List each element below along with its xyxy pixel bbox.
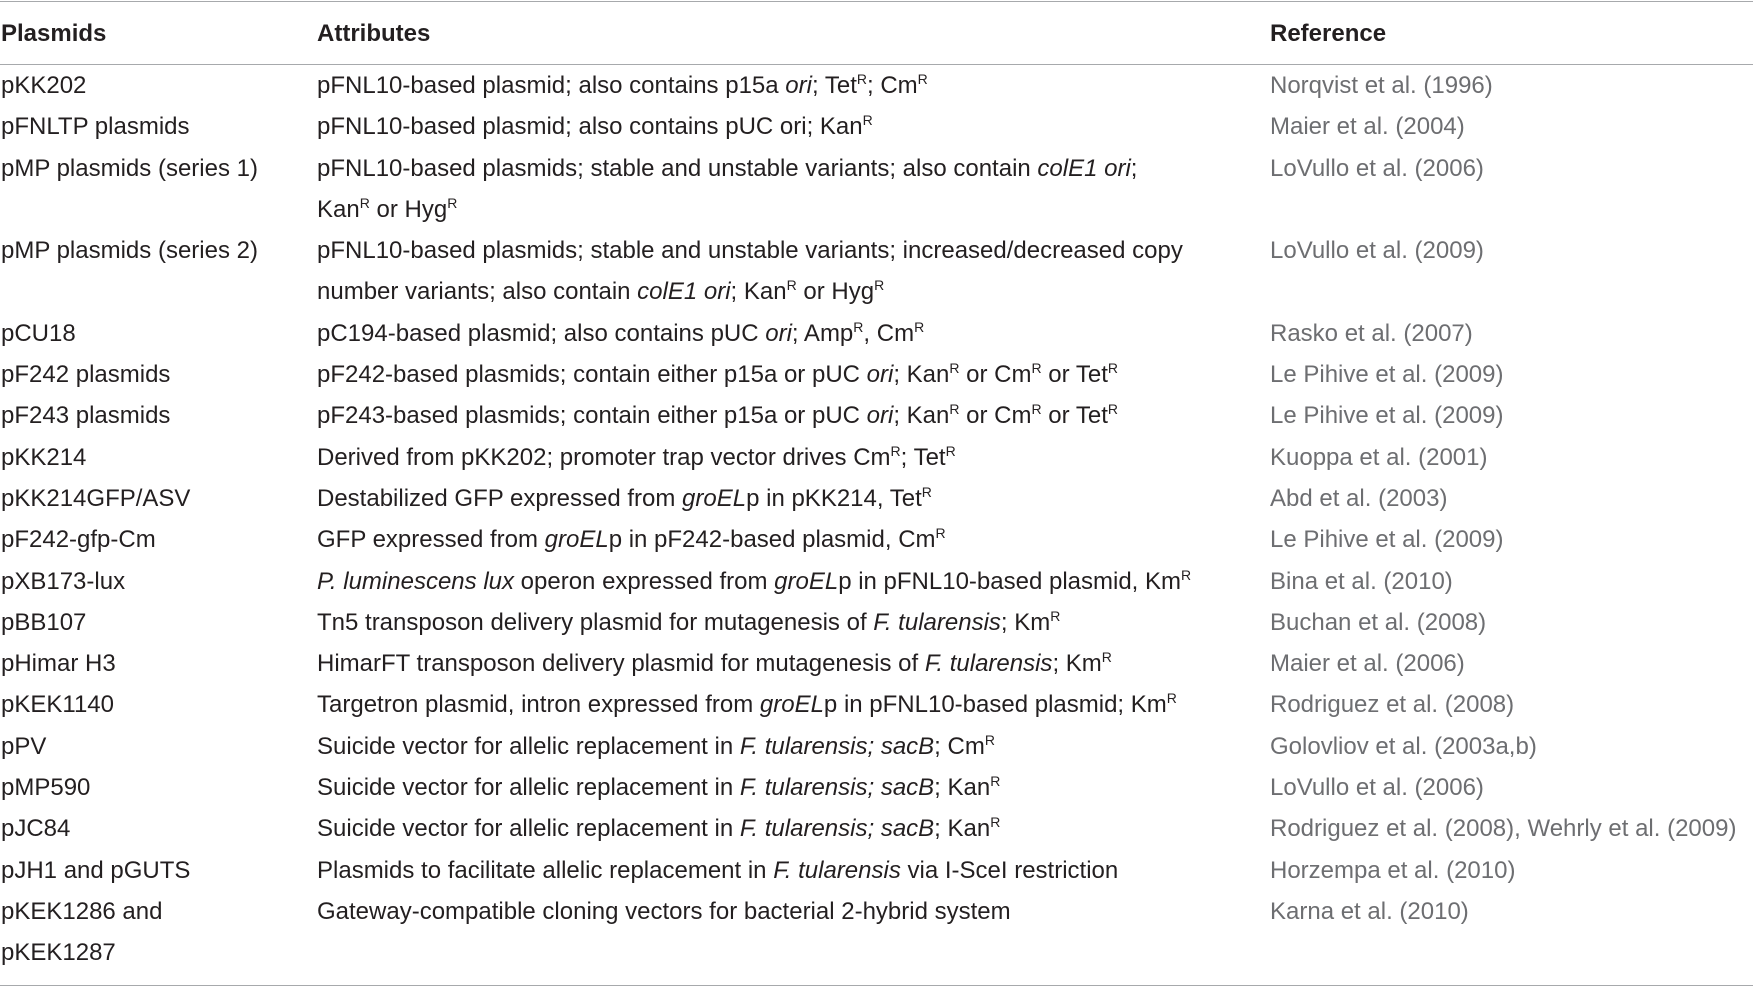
cell-line bbox=[317, 437, 1270, 478]
text-segment: p in pKK214, Tet bbox=[746, 484, 922, 512]
text-segment: Tn5 transposon delivery plasmid for mutagenesis of bbox=[317, 608, 874, 636]
reference-link[interactable]: LoVullo et al. (2009) bbox=[1270, 237, 1484, 265]
reference-cell bbox=[1270, 726, 1753, 767]
reference-link[interactable]: Maier et al. (2004) bbox=[1270, 113, 1465, 141]
cell-line bbox=[317, 65, 1270, 106]
table-row bbox=[0, 478, 1753, 519]
table-row bbox=[0, 354, 1753, 395]
plasmid-name: pMP plasmids (series 1) bbox=[1, 154, 258, 182]
cell-line bbox=[1270, 354, 1753, 395]
reference-link[interactable]: LoVullo et al. (2006) bbox=[1270, 154, 1484, 182]
cell-line bbox=[317, 684, 1270, 725]
reference-cell bbox=[1270, 561, 1753, 602]
cell-line bbox=[1, 684, 317, 725]
attributes-cell bbox=[317, 395, 1270, 436]
resistance-superscript: R bbox=[853, 318, 864, 335]
text-segment: Suicide vector for allelic replacement in bbox=[317, 732, 740, 760]
italic-segment: ori bbox=[866, 361, 894, 389]
reference-link[interactable]: LoVullo et al. (2006) bbox=[1270, 774, 1484, 802]
resistance-superscript: R bbox=[990, 773, 1001, 790]
table-row bbox=[0, 850, 1753, 891]
table-row bbox=[0, 891, 1753, 974]
cell-line bbox=[1, 395, 317, 436]
table-row bbox=[0, 395, 1753, 436]
cell-line bbox=[1, 602, 317, 643]
table-header-row bbox=[0, 2, 1753, 64]
reference-cell bbox=[1270, 767, 1753, 808]
plasmid-name: pHimar H3 bbox=[1, 650, 116, 678]
italic-segment: groEL bbox=[759, 691, 824, 719]
italic-segment: groEL bbox=[544, 526, 609, 554]
text-segment: Gateway-compatible cloning vectors for bacterial 2-hybrid system bbox=[317, 897, 1011, 925]
text-segment: Derived from pKK202; promoter trap vector drives Cm bbox=[317, 443, 891, 471]
plasmid-name: pKEK1287 bbox=[1, 939, 116, 967]
cell-line bbox=[1, 561, 317, 602]
italic-segment: F. tularensis bbox=[873, 608, 1001, 636]
italic-segment: groEL bbox=[774, 567, 839, 595]
reference-cell bbox=[1270, 354, 1753, 395]
resistance-superscript: R bbox=[1181, 566, 1192, 583]
cell-line bbox=[1270, 148, 1753, 189]
plasmid-cell bbox=[0, 891, 317, 974]
reference-cell bbox=[1270, 313, 1753, 354]
text-segment: or Cm bbox=[959, 402, 1032, 430]
header-reference: Reference bbox=[1270, 20, 1387, 47]
reference-link[interactable]: Kuoppa et al. (2001) bbox=[1270, 443, 1488, 471]
cell-line bbox=[1270, 726, 1753, 767]
plasmid-cell bbox=[0, 643, 317, 684]
resistance-superscript: R bbox=[447, 194, 458, 211]
text-segment: pFNL10-based plasmids; stable and unstable variants; increased/decreased copy bbox=[317, 237, 1183, 265]
table-row bbox=[0, 437, 1753, 478]
table-row bbox=[0, 808, 1753, 849]
attributes-cell bbox=[317, 478, 1270, 519]
attributes-cell bbox=[317, 148, 1270, 231]
plasmid-name: pPV bbox=[1, 732, 47, 760]
resistance-superscript: R bbox=[917, 71, 928, 87]
text-segment: Suicide vector for allelic replacement in bbox=[317, 774, 740, 802]
reference-link[interactable]: Maier et al. (2006) bbox=[1270, 650, 1465, 678]
attributes-cell bbox=[317, 602, 1270, 643]
cell-line bbox=[1270, 230, 1753, 271]
attributes-cell bbox=[317, 354, 1270, 395]
cell-line bbox=[1, 932, 317, 973]
plasmid-cell bbox=[0, 148, 317, 231]
italic-segment: P. luminescens lux bbox=[317, 567, 514, 595]
plasmid-name: pKK202 bbox=[1, 72, 87, 99]
resistance-superscript: R bbox=[914, 318, 925, 335]
cell-line bbox=[1, 767, 317, 808]
text-segment: ; Tet bbox=[900, 443, 946, 471]
plasmid-name: pF243 plasmids bbox=[1, 402, 171, 430]
text-segment: ; Kan bbox=[893, 402, 950, 430]
cell-line bbox=[1270, 561, 1753, 602]
text-segment: , Cm bbox=[863, 319, 915, 347]
text-segment: HimarFT transposon delivery plasmid for mutagenesis of bbox=[317, 650, 925, 678]
cell-line bbox=[317, 230, 1270, 271]
table-row bbox=[0, 106, 1753, 147]
text-segment: or Hyg bbox=[796, 278, 875, 306]
cell-line bbox=[1, 726, 317, 767]
text-segment: operon expressed from bbox=[514, 567, 775, 595]
plasmid-name: pBB107 bbox=[1, 608, 87, 636]
text-segment: or Tet bbox=[1041, 402, 1108, 430]
text-segment: via I-SceI restriction bbox=[900, 856, 1119, 884]
italic-segment: ori bbox=[765, 319, 792, 347]
resistance-superscript: R bbox=[1031, 360, 1042, 377]
plasmid-name: pF242-gfp-Cm bbox=[1, 526, 156, 554]
plasmid-name: pF242 plasmids bbox=[1, 361, 171, 389]
text-segment: p in pFNL10-based plasmid; Km bbox=[823, 691, 1167, 719]
resistance-superscript: R bbox=[1031, 401, 1042, 418]
text-segment: ; Kan bbox=[934, 815, 991, 843]
attributes-cell bbox=[317, 437, 1270, 478]
cell-line bbox=[1270, 684, 1753, 725]
cell-line bbox=[317, 808, 1270, 849]
resistance-superscript: R bbox=[856, 71, 867, 87]
plasmid-cell bbox=[0, 437, 317, 478]
plasmid-name: pKEK1286 and bbox=[1, 897, 163, 925]
italic-segment: F. tularensis; sacB bbox=[739, 815, 935, 843]
plasmid-cell bbox=[0, 561, 317, 602]
cell-line bbox=[317, 850, 1270, 891]
table-row bbox=[0, 230, 1753, 313]
attributes-cell bbox=[317, 561, 1270, 602]
text-segment: GFP expressed from bbox=[317, 526, 545, 554]
cell-line bbox=[1, 230, 317, 271]
reference-cell bbox=[1270, 478, 1753, 519]
reference-link[interactable]: Karna et al. (2010) bbox=[1270, 897, 1469, 925]
cell-line bbox=[317, 891, 1270, 932]
cell-line bbox=[1, 850, 317, 891]
cell-line bbox=[1270, 891, 1753, 932]
italic-segment: F. tularensis; sacB bbox=[739, 732, 935, 760]
table-row bbox=[0, 602, 1753, 643]
cell-line bbox=[1, 808, 317, 849]
reference-link[interactable]: Le Pihive et al. (2009) bbox=[1270, 526, 1504, 554]
text-segment: number variants; also contain bbox=[317, 278, 638, 306]
reference-cell bbox=[1270, 891, 1753, 974]
text-segment: or Tet bbox=[1041, 361, 1108, 389]
cell-line bbox=[317, 271, 1270, 312]
text-segment: pF242-based plasmids; contain either p15a or pUC bbox=[317, 361, 867, 389]
italic-segment: F. tularensis bbox=[924, 650, 1053, 678]
plasmid-name: pKK214GFP/ASV bbox=[1, 484, 191, 512]
text-segment: ; Amp bbox=[791, 319, 854, 347]
reference-cell bbox=[1270, 643, 1753, 684]
reference-link[interactable]: Horzempa et al. (2010) bbox=[1270, 856, 1516, 884]
attributes-cell bbox=[317, 767, 1270, 808]
text-segment: Plasmids to facilitate allelic replacement in bbox=[317, 856, 774, 884]
attributes-cell bbox=[317, 519, 1270, 560]
text-segment: ; Kan bbox=[730, 278, 787, 306]
plasmid-cell bbox=[0, 726, 317, 767]
text-segment: pFNL10-based plasmids; stable and unstable variants; also contain bbox=[317, 154, 1038, 182]
text-segment: pC194-based plasmid; also contains pUC bbox=[317, 319, 766, 347]
cell-line bbox=[1, 478, 317, 519]
plasmid-name: pCU18 bbox=[1, 319, 76, 347]
cell-line bbox=[1270, 767, 1753, 808]
cell-line bbox=[1270, 519, 1753, 560]
resistance-superscript: R bbox=[874, 277, 885, 294]
text-segment: Destabilized GFP expressed from bbox=[317, 484, 683, 512]
plasmid-name: pFNLTP plasmids bbox=[1, 113, 190, 141]
cell-line bbox=[1270, 65, 1753, 106]
cell-line bbox=[1, 148, 317, 189]
cell-line bbox=[1, 65, 317, 106]
reference-link[interactable]: Abd et al. (2003) bbox=[1270, 484, 1448, 512]
resistance-superscript: R bbox=[890, 442, 901, 459]
italic-segment: colE1 ori bbox=[1037, 154, 1131, 182]
cell-line bbox=[317, 148, 1270, 189]
table-bottom-rule bbox=[0, 985, 1753, 986]
text-segment: p in pFNL10-based plasmid, Km bbox=[838, 567, 1182, 595]
plasmid-cell bbox=[0, 106, 317, 147]
table-row bbox=[0, 65, 1753, 106]
resistance-superscript: R bbox=[1101, 649, 1112, 666]
table-row bbox=[0, 767, 1753, 808]
text-segment: ; bbox=[1130, 154, 1138, 182]
text-segment: pFNL10-based plasmid; also contains p15a bbox=[317, 72, 786, 99]
text-segment: or Hyg bbox=[369, 195, 448, 223]
cell-line bbox=[317, 189, 1270, 230]
header-attributes: Attributes bbox=[317, 20, 431, 47]
plasmid-cell bbox=[0, 313, 317, 354]
resistance-superscript: R bbox=[990, 814, 1001, 831]
plasmid-cell bbox=[0, 684, 317, 725]
reference-cell bbox=[1270, 65, 1753, 106]
cell-line bbox=[1270, 106, 1753, 147]
attributes-cell bbox=[317, 684, 1270, 725]
attributes-cell bbox=[317, 65, 1270, 106]
text-segment: Suicide vector for allelic replacement in bbox=[317, 815, 740, 843]
attributes-cell bbox=[317, 313, 1270, 354]
text-segment: ; Kan bbox=[934, 774, 991, 802]
plasmid-name: pMP590 bbox=[1, 774, 91, 802]
attributes-cell bbox=[317, 808, 1270, 849]
cell-line bbox=[317, 395, 1270, 436]
text-segment: or Cm bbox=[959, 361, 1032, 389]
text-segment: ; Km bbox=[1052, 650, 1102, 678]
plasmid-name: pMP plasmids (series 2) bbox=[1, 237, 258, 265]
resistance-superscript: R bbox=[862, 112, 873, 129]
table-row bbox=[0, 561, 1753, 602]
reference-cell bbox=[1270, 230, 1753, 313]
text-segment: ; Kan bbox=[893, 361, 950, 389]
cell-line bbox=[1, 519, 317, 560]
cell-line bbox=[317, 602, 1270, 643]
plasmid-name: pKEK1140 bbox=[1, 691, 114, 719]
reference-cell bbox=[1270, 148, 1753, 231]
resistance-superscript: R bbox=[945, 442, 956, 459]
attributes-cell bbox=[317, 230, 1270, 313]
cell-line bbox=[317, 767, 1270, 808]
reference-link[interactable]: Rasko et al. (2007) bbox=[1270, 319, 1473, 347]
resistance-superscript: R bbox=[921, 483, 932, 500]
resistance-superscript: R bbox=[935, 525, 946, 542]
cell-line bbox=[317, 106, 1270, 147]
cell-line bbox=[1270, 478, 1753, 519]
italic-segment: colE1 ori bbox=[637, 278, 731, 306]
plasmid-cell bbox=[0, 395, 317, 436]
reference-link[interactable]: Rodriguez et al. (2008) bbox=[1270, 691, 1515, 719]
plasmid-cell bbox=[0, 519, 317, 560]
reference-cell bbox=[1270, 808, 1753, 849]
cell-line bbox=[1, 354, 317, 395]
cell-line bbox=[1270, 437, 1753, 478]
plasmid-name: pJC84 bbox=[1, 815, 71, 843]
plasmid-cell bbox=[0, 230, 317, 313]
cell-line bbox=[317, 313, 1270, 354]
text-segment: ; Km bbox=[1000, 608, 1051, 636]
italic-segment: ori bbox=[866, 402, 894, 430]
reference-cell bbox=[1270, 395, 1753, 436]
text-segment: pFNL10-based plasmid; also contains pUC ori; Kan bbox=[317, 113, 863, 141]
table-row bbox=[0, 643, 1753, 684]
cell-line bbox=[1, 313, 317, 354]
resistance-superscript: R bbox=[359, 194, 370, 211]
attributes-cell bbox=[317, 643, 1270, 684]
cell-line bbox=[317, 643, 1270, 684]
plasmid-name: pKK214 bbox=[1, 443, 87, 471]
cell-line bbox=[317, 561, 1270, 602]
plasmid-cell bbox=[0, 354, 317, 395]
resistance-superscript: R bbox=[1166, 690, 1177, 707]
text-segment: ; Cm bbox=[934, 732, 985, 760]
cell-line bbox=[1, 643, 317, 684]
reference-cell bbox=[1270, 437, 1753, 478]
reference-cell bbox=[1270, 684, 1753, 725]
cell-line bbox=[317, 519, 1270, 560]
reference-link[interactable]: Bina et al. (2010) bbox=[1270, 567, 1453, 595]
plasmid-cell bbox=[0, 850, 317, 891]
table-row bbox=[0, 148, 1753, 231]
plasmid-name: pXB173-lux bbox=[1, 567, 126, 595]
reference-cell bbox=[1270, 106, 1753, 147]
resistance-superscript: R bbox=[949, 401, 960, 418]
cell-line bbox=[317, 726, 1270, 767]
resistance-superscript: R bbox=[786, 277, 797, 294]
text-segment: pF243-based plasmids; contain either p15a or pUC bbox=[317, 402, 867, 430]
reference-link[interactable]: Le Pihive et al. (2009) bbox=[1270, 402, 1504, 430]
cell-line bbox=[1270, 643, 1753, 684]
reference-cell bbox=[1270, 519, 1753, 560]
text-segment: Kan bbox=[317, 195, 360, 223]
resistance-superscript: R bbox=[984, 731, 995, 748]
resistance-superscript: R bbox=[1107, 360, 1119, 377]
attributes-cell bbox=[317, 106, 1270, 147]
cell-line bbox=[1, 437, 317, 478]
italic-segment: F. tularensis; sacB bbox=[739, 774, 935, 802]
italic-segment: ori bbox=[785, 72, 812, 99]
cell-line bbox=[1, 891, 317, 932]
plasmid-name: pJH1 and pGUTS bbox=[1, 856, 191, 884]
resistance-superscript: R bbox=[1107, 401, 1119, 418]
table-row bbox=[0, 684, 1753, 725]
text-segment: ; Cm bbox=[867, 72, 918, 99]
cell-line bbox=[1270, 313, 1753, 354]
plasmid-cell bbox=[0, 478, 317, 519]
reference-link[interactable]: Le Pihive et al. (2009) bbox=[1270, 361, 1504, 389]
attributes-cell bbox=[317, 891, 1270, 974]
reference-link[interactable]: Golovliov et al. (2003a,b) bbox=[1270, 732, 1537, 760]
text-segment: Targetron plasmid, intron expressed from bbox=[317, 691, 760, 719]
italic-segment: groEL bbox=[682, 484, 747, 512]
resistance-superscript: R bbox=[1050, 607, 1061, 624]
cell-line bbox=[317, 354, 1270, 395]
reference-link[interactable]: Norqvist et al. (1996) bbox=[1270, 72, 1493, 99]
reference-link[interactable]: Rodriguez et al. (2008), Wehrly et al. (2009) bbox=[1270, 815, 1737, 843]
plasmid-cell bbox=[0, 65, 317, 106]
cell-line bbox=[1270, 602, 1753, 643]
table-row bbox=[0, 519, 1753, 560]
text-segment: ; Tet bbox=[811, 72, 857, 99]
text-segment: p in pF242-based plasmid, Cm bbox=[608, 526, 936, 554]
attributes-cell bbox=[317, 850, 1270, 891]
attributes-cell bbox=[317, 726, 1270, 767]
table-row bbox=[0, 726, 1753, 767]
cell-line bbox=[1270, 850, 1753, 891]
plasmid-cell bbox=[0, 767, 317, 808]
table-body bbox=[0, 65, 1753, 974]
reference-cell bbox=[1270, 850, 1753, 891]
header-plasmids: Plasmids bbox=[1, 20, 107, 47]
plasmid-cell bbox=[0, 808, 317, 849]
reference-link[interactable]: Buchan et al. (2008) bbox=[1270, 608, 1487, 636]
cell-line bbox=[1, 106, 317, 147]
italic-segment: F. tularensis bbox=[773, 856, 901, 884]
cell-line bbox=[1270, 808, 1753, 849]
reference-cell bbox=[1270, 602, 1753, 643]
cell-line bbox=[1270, 395, 1753, 436]
plasmid-cell bbox=[0, 602, 317, 643]
resistance-superscript: R bbox=[949, 360, 960, 377]
cell-line bbox=[317, 478, 1270, 519]
table-row bbox=[0, 313, 1753, 354]
